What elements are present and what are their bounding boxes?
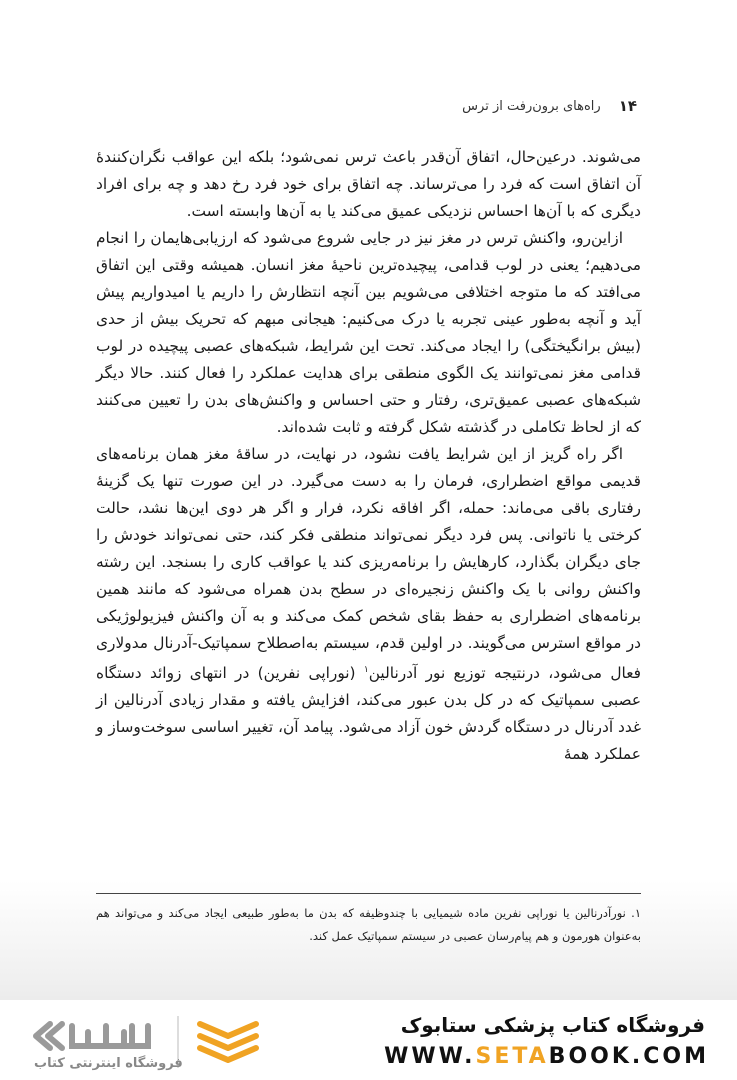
logo-tagline: فروشگاه اینترنتی کتاب: [34, 1056, 183, 1071]
book-logo-icon: [200, 1024, 256, 1060]
paragraph-3: [96, 441, 641, 768]
page-header: [100, 96, 637, 116]
paragraph-3-head: اگر راه گریز از این شرایط یافت نشود، در نهایت، در ساقهٔ مغز همان برنامه‌های قدیمی مواقع اضطراری، فرمان را به دست می‌گیرد. در این صورت تنها یک گزینهٔ رفتاری باقی می‌ماند: حمله، اگر افاقه نکرد، فرار و اگر هر دوی این‌ها نشد، حالت کرختی یا ناتوانی. پس فرد دیگر نمی‌تواند منطقی فکر کند، حتی نمی‌تواند خودش را جای دیگران بگذارد، کارهایش را برنامه‌ریزی کند یا عواقب کاری را بسنجد. این رشته واکنش روانی با یک واکنش زنجیره‌ای در سطح بدن همراه می‌شود که مانند همین برنامه‌های اضطراری به حفظ بقای شخص کمک می‌کند و به آن واکنش فیزیولوژیکی در مواقع استرس می‌گویند. در اولین قدم، سیستم به‌اصطلاح سمپاتیک-آدرنال مدولاری فعال می‌شود، درنتیجه توزیع نور آدرنالین: [96, 445, 641, 683]
store-name: فروشگاه کتاب پزشکی ستابوک: [400, 1013, 705, 1037]
paragraph-3-tail: (نوراپی نفرین) در انتهای زوائد دستگاه عصبی سمپاتیک که در کل بدن عبور می‌کند، افزایش یافته و مقدار زیادی آدرنالین از غدد آدرنال در دستگاه گردش خون آزاد می‌شود. پیامد آن، تغییر اساسی سوخت‌وساز و عملکرد همهٔ: [96, 664, 641, 764]
url-prefix: WWW.: [384, 1044, 476, 1069]
footnote-marker[interactable]: ۱: [363, 665, 369, 675]
paragraph-2: ازاین‌رو، واکنش ترس در مغز نیز در جایی شروع می‌شود که ارزیابی‌هایمان را انجام می‌دهیم؛ یعنی در لوب قدامی، پیچیده‌ترین ناحیهٔ مغز انسان. همیشه وقتی این اتفاق می‌افتد که ما متوجه اختلافی می‌شویم بین آنچه انتظارش را داریم یا امیدواریم پیش آید و آنچه به‌طور عینی تجربه یا درک می‌کنیم: هیجانی مبهم که تحریک بیش از حدی (بیش برانگیختگی) را ایجاد می‌کند. تحت این شرایط، شبکه‌های عصبی پیچیده در لوب قدامی مغز نمی‌توانند یک الگوی منطقی برای هدایت عملکرد را فعال کنند. حالا دیگر شبکه‌های عصبی عمیق‌تری، رفتار و حتی احساس و واکنش‌های بدن را تعیین می‌کنند که از لحاظ تکاملی در گذشته شکل گرفته و ثابت شده‌اند.: [96, 229, 641, 436]
url-suffix: BOOK.COM: [548, 1044, 709, 1069]
paragraph-1: می‌شوند. درعین‌حال، اتفاق آن‌قدر باعث ترس نمی‌شود؛ بلکه این عواقب نگران‌کنندهٔ آن اتفاق است که فرد را می‌ترساند. چه اتفاق برای خود فرد رخ دهد و چه برای افراد دیگری که با آن‌ها احساس نزدیکی عمیق می‌کند یا به آن‌ها وابسته است.: [96, 148, 641, 220]
footnote-divider: [96, 893, 641, 894]
store-url[interactable]: [384, 1044, 709, 1069]
body-text: [96, 144, 641, 768]
running-title: راه‌های برون‌رفت از ترس: [462, 98, 601, 114]
url-accent: SETA: [475, 1044, 549, 1069]
logo-letters: [72, 1026, 148, 1046]
footnote: ۱. نورآدرنالین یا نوراپی نفرین ماده شیمیایی با چندوظیفه که بدن ما به‌طور طبیعی ایجاد می‌کند و می‌تواند هم به‌عنوان هورمون و هم پیام‌رسان عصبی در سیستم سمپاتیک عمل کند.: [96, 906, 641, 943]
page-number: ۱۴: [618, 97, 637, 115]
